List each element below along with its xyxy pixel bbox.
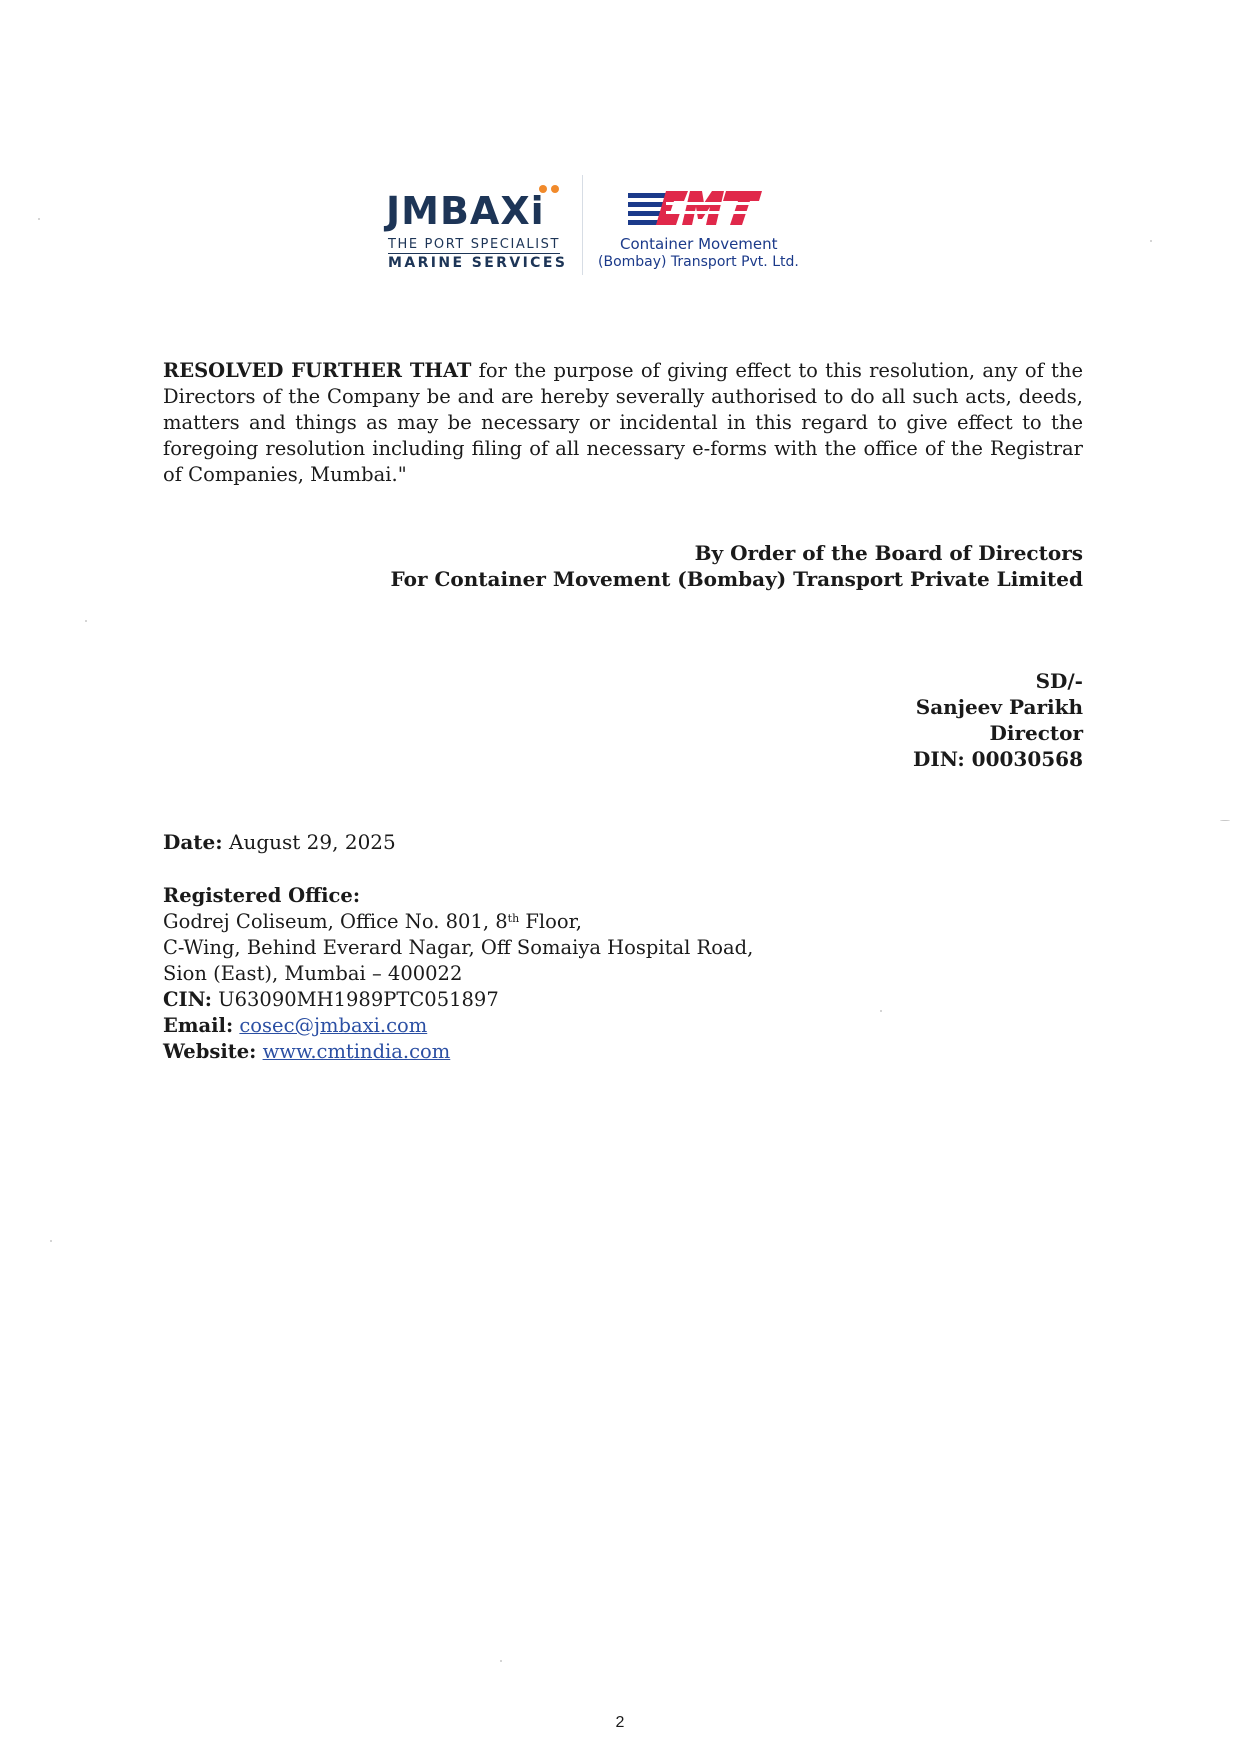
resolution-text: for the purpose of giving effect to this resolution, any of the Directors of the Company be and are hereby severally authorised to do all such acts, deeds, matters and things as may be necessary or incidental in this regard to give effect to the foregoing resolution including filing of all necessary e-forms with the office of the Registrar of Companies, Mumbai."	[163, 359, 1083, 486]
registered-office-heading: Registered Office:	[163, 884, 361, 907]
address-line-1-sup: th	[507, 912, 520, 925]
jm-baxi-logo	[386, 175, 581, 280]
cmt-logo-mark	[628, 187, 768, 229]
scan-speck	[85, 620, 87, 622]
date-value: August 29, 2025	[222, 830, 396, 854]
page-number: 2	[615, 1714, 625, 1731]
board-order-line-1: By Order of the Board of Directors	[694, 541, 1083, 565]
cmt-logo	[598, 175, 823, 280]
address-line-1	[163, 909, 753, 935]
board-order-line-2: For Container Movement (Bombay) Transport Private Limited	[390, 567, 1083, 591]
board-order-block	[391, 540, 1083, 592]
header-logos	[386, 175, 826, 285]
signatory-block	[913, 668, 1083, 772]
cin-label: CIN:	[163, 988, 212, 1011]
address-line-1-post: Floor,	[519, 910, 582, 933]
address-line-1-pre: Godrej Coliseum, Office No. 801, 8	[163, 910, 508, 933]
signature-sd: SD/-	[1035, 669, 1083, 693]
website-link[interactable]: www.cmtindia.com	[262, 1040, 451, 1063]
scan-speck	[1150, 240, 1152, 242]
scan-speck	[500, 1660, 502, 1662]
scan-speck	[880, 1010, 882, 1012]
address-line-3: Sion (East), Mumbai – 400022	[163, 962, 463, 985]
cmt-logo-line-2: (Bombay) Transport Pvt. Ltd.	[598, 254, 799, 270]
website-line	[163, 1039, 753, 1065]
jm-baxi-tagline-1: THE PORT SPECIALIST	[388, 237, 561, 252]
cin-value: U63090MH1989PTC051897	[211, 988, 499, 1011]
scan-speck	[1220, 820, 1230, 821]
signatory-name: Sanjeev Parikh	[915, 695, 1083, 719]
website-label: Website:	[163, 1040, 257, 1063]
signatory-din: DIN: 00030568	[913, 747, 1083, 771]
cin-line	[163, 987, 753, 1013]
address-line-2: C-Wing, Behind Everard Nagar, Off Somaiya Hospital Road,	[163, 936, 754, 959]
date-line	[163, 830, 396, 854]
scan-speck	[38, 218, 40, 220]
jm-baxi-tagline-2: MARINE SERVICES	[388, 255, 568, 271]
jm-baxi-logo-name: JMBAXi	[386, 189, 545, 233]
resolution-paragraph	[163, 358, 1083, 488]
email-label: Email:	[163, 1014, 234, 1037]
cmt-logo-line-1: Container Movement	[620, 235, 778, 253]
email-line	[163, 1013, 753, 1039]
scan-speck	[50, 1240, 52, 1242]
date-label: Date:	[163, 830, 223, 854]
email-link[interactable]: cosec@jmbaxi.com	[239, 1014, 428, 1037]
logo-divider	[582, 175, 583, 275]
registered-office-block	[163, 883, 753, 1065]
resolution-lead: RESOLVED FURTHER THAT	[163, 359, 472, 382]
signatory-designation: Director	[989, 721, 1083, 745]
